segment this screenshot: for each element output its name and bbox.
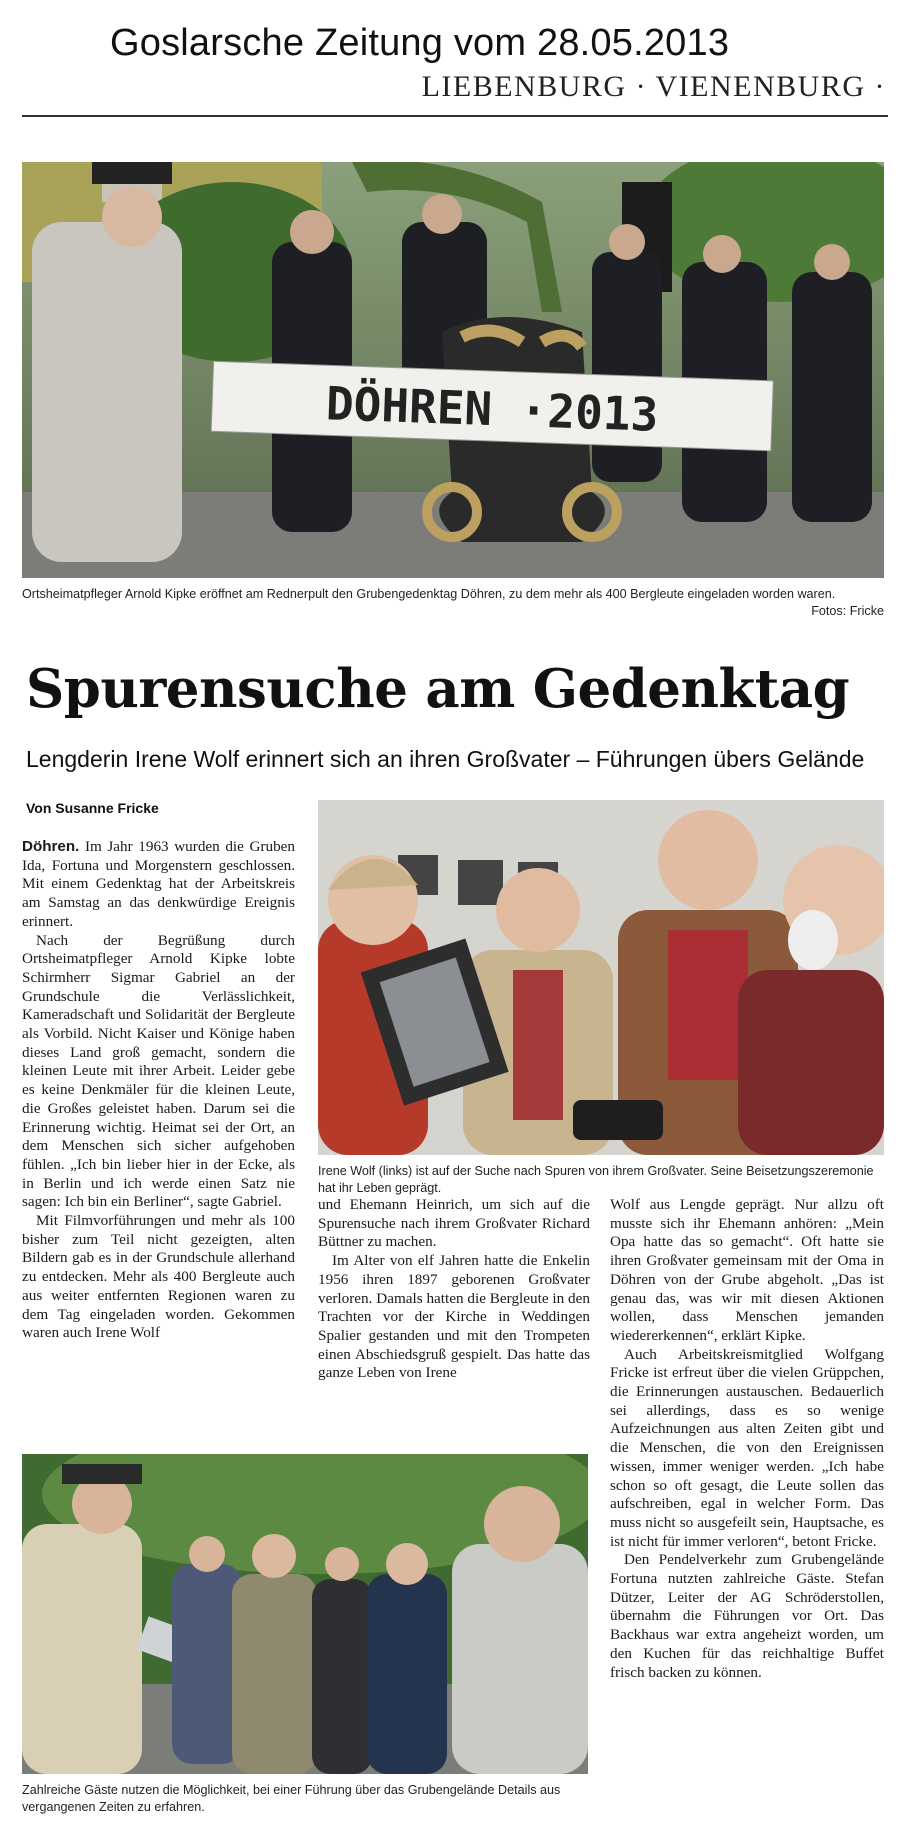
caption-text: Ortsheimatpfleger Arnold Kipke eröffnet am Rednerpult den Grubengedenktag Döhren, zu dem mehr als 400 Bergleute eingeladen worden waren. — [22, 587, 836, 601]
section-label: LIEBENBURG · VIENENBURG · — [421, 70, 886, 103]
photo-ceremony-caption — [22, 586, 884, 620]
article-paragraph: Wolf aus Lengde geprägt. Nur allzu oft musste sich ihr Ehemann anhören: „Mein Opa hatte das so gemacht“. Oft hatte sie ihren Großvater gemeinsam mit der Oma in Döhren von der Grube abgeholt. „Das ist genau das, was wir mit diesen Aktionen wollen, dass Menschen jemanden wiedererkennen“, erklärt Kipke. — [610, 1196, 884, 1344]
article-headline: Spurensuche am Gedenktag — [26, 658, 850, 720]
article-paragraph: Nach der Begrüßung durch Ortsheimatpfleger Arnold Kipke lobte Schirmherr Sigmar Gabriel an der Grundschule die Verlässlichkeit, Kameradschaft und Solidarität der Bergleute als Vorbild. Nicht Kaiser und Könige haben dieses Land groß gemacht, sondern die kleinen Leute mit ihrer Arbeit. Leider gebe es keine Denkmäler für die kleinen Leute, die Großes geleistet haben. Darum sei die Erinnerung wichtig. Heimat sei der Ort, an dem Menschen sich sicher aufgehoben fühlen. „Ich bin lieber hier in der Ecke, als in Berlin und ich werde einen Satz nie sagen: Ich bin ein Berliner“, sagte Gabriel. — [22, 931, 295, 1211]
article-paragraph: Den Pendelverkehr zum Grubengelände Fortuna nutzten zahlreiche Gäste. Stefan Dützer, Leiter der AG Schröderstollen, übernahm die Führungen vor Ort. Das Backhaus war extra angeheizt worden, um den Kuchen für das reichhaltige Buffet frisch backen zu können. — [610, 1551, 884, 1681]
article-byline: Von Susanne Fricke — [26, 800, 159, 816]
photo-ceremony — [22, 162, 884, 578]
newspaper-source-line: Goslarsche Zeitung vom 28.05.2013 — [110, 22, 730, 64]
photo-irene-wolf-image — [318, 800, 884, 1155]
article-paragraph-text: Im Jahr 1963 wurden die Gruben Ida, Fortuna und Morgenstern geschlossen. Mit einem Gedenktag hat der Arbeitskreis am Samstag an das denkwürdige Ereignis erinnert. — [22, 838, 295, 930]
article-column-2 — [318, 1196, 590, 1383]
article-paragraph: Auch Arbeitskreismitglied Wolfgang Fricke ist erfreut über die vielen Grüppchen, die Erinnerungen austauschen. Bedauerlich sei allerdings, dass es so wenige Aufzeichnungen aus alten Zeiten gibt und die Menschen, die von den Ereignissen wissen, immer weniger werden. „Ich habe schon so oft gesagt, die Leute sollen das aufschreiben, egal in welcher Form. Das muss nicht so ausgefeilt sein, Hauptsache, es ist nicht für immer verloren“, betont Fricke. — [610, 1345, 884, 1550]
article-subheadline: Lengderin Irene Wolf erinnert sich an ihren Großvater – Führungen übers Gelände — [26, 746, 865, 772]
article-dateline: Döhren. — [22, 838, 80, 855]
photo-guided-tour-caption: Zahlreiche Gäste nutzen die Möglichkeit, bei einer Führung über das Grubengelände Details aus vergangenen Zeiten zu erfahren. — [22, 1783, 561, 1814]
article-paragraph: und Ehemann Heinrich, um sich auf die Spurensuche nach ihrem Großvater Richard Büttner zu machen. — [318, 1196, 590, 1251]
article-column-3 — [610, 1196, 884, 1682]
article-paragraph: Mit Filmvorführungen und mehr als 100 bisher zum Teil nicht gezeigten, alten Bildern gab es in der Grundschule allerhand zu entdecken. Mehr als 400 Bergleute auch aus weiter entfernten Regionen waren zu dem Tag eingeladen worden. Gekommen waren auch Irene Wolf — [22, 1212, 295, 1342]
banner-text: DÖHREN ·2013 — [325, 376, 660, 442]
photo-credit: Fotos: Fricke — [811, 604, 884, 618]
article-paragraph — [22, 838, 295, 932]
article-paragraph: Im Alter von elf Jahren hatte die Enkelin 1956 ihren 1897 geborenen Großvater verloren. Damals hatten die Bergleute in den Trachten vor der Kirche in Weddingen Spalier gestanden und mit den Trompeten einen Abschiedsgruß gespielt. Das hatte das ganze Leben von Irene — [318, 1252, 590, 1382]
article-column-1 — [22, 838, 295, 1343]
photo-irene-wolf — [318, 800, 884, 1155]
photo-guided-tour-image — [22, 1454, 588, 1774]
photo-irene-wolf-caption: Irene Wolf (links) ist auf der Suche nach Spuren von ihrem Großvater. Seine Beisetzungszeremonie hat ihr Leben geprägt. — [318, 1164, 874, 1195]
photo-guided-tour — [22, 1454, 588, 1774]
photo-ceremony-image — [22, 162, 884, 578]
header-divider — [22, 115, 888, 117]
